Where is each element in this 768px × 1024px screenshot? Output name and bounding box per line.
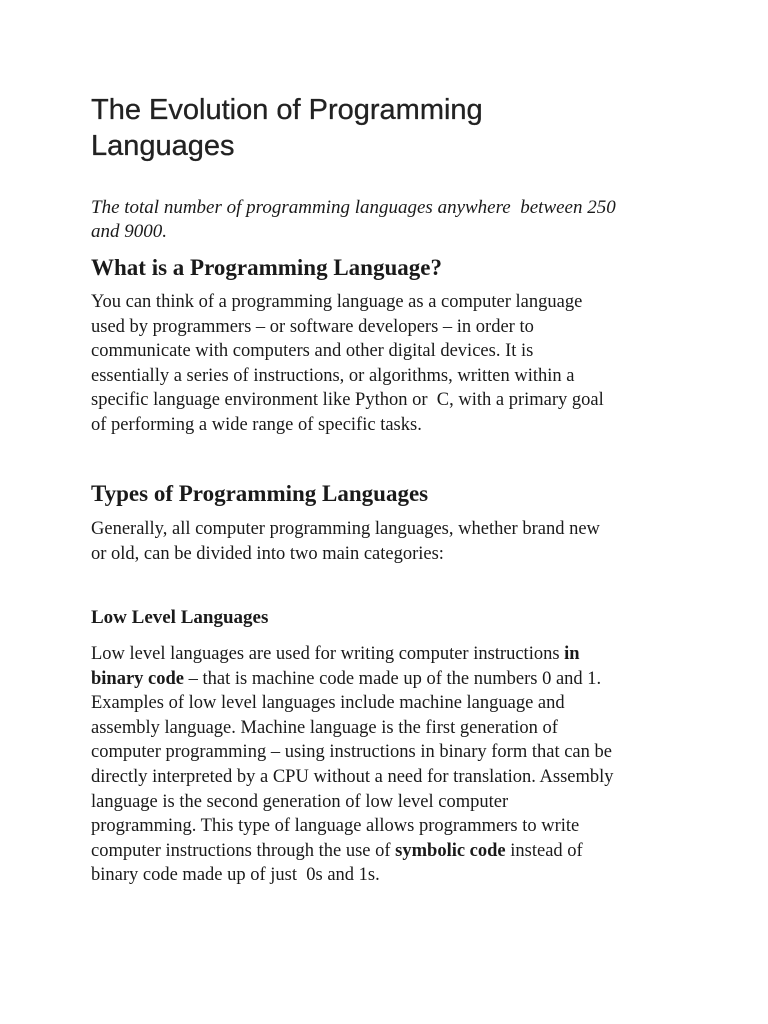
section-heading-low-level: Low Level Languages [91,607,269,628]
document-page [91,92,691,886]
paragraph-line: or old, can be divided into two main categories: [91,543,444,564]
document-subtitle [91,196,691,244]
text-run: – that is machine code made up of the numbers 0 and 1. [184,668,602,689]
paragraph-line [91,667,691,692]
text-run: instead of [505,840,583,861]
paragraph-line: Examples of low level languages include machine language and [91,693,565,714]
paragraph-line: programming. This type of language allows programmers to write [91,816,580,837]
paragraph-line: directly interpreted by a CPU without a need for translation. Assembly [91,766,614,787]
subtitle-line: and 9000. [91,221,167,242]
paragraph-line: essentially a series of instructions, or algorithms, written within a [91,365,575,386]
paragraph-line: computer programming – using instructions in binary form that can be [91,742,612,763]
title-line: The Evolution of Programming [91,94,483,126]
section-heading-types: Types of Programming Languages [91,481,429,506]
section-paragraph-what-is [91,290,691,438]
bold-run: binary code [91,668,185,689]
paragraph-line: communicate with computers and other digital devices. It is [91,341,534,362]
paragraph-line: binary code made up of just 0s and 1s. [91,865,380,886]
text-run: Low level languages are used for writing computer instructions [91,644,565,664]
text-run: computer instructions through the use of [91,840,396,861]
subtitle-line: The total number of programming languages anywhere between 250 [91,197,616,218]
section-heading-what-is: What is a Programming Language? [91,255,442,280]
paragraph-line: specific language environment like Python or C, with a primary goal [91,390,604,411]
paragraph-line [91,839,691,864]
paragraph-line: You can think of a programming language as a computer language [91,292,583,312]
bold-run: in [564,644,580,664]
paragraph-line: language is the second generation of low level computer [91,791,509,812]
paragraph-line: of performing a wide range of specific tasks. [91,414,422,435]
section-paragraph-types [91,517,691,566]
title-line: Languages [91,130,235,162]
paragraph-line: Generally, all computer programming languages, whether brand new [91,519,600,539]
paragraph-line [91,642,691,667]
bold-run: symbolic code [395,840,506,861]
paragraph-line: assembly language. Machine language is the first generation of [91,717,558,738]
section-paragraph-low-level [91,642,691,888]
document-title [91,92,561,164]
paragraph-line: used by programmers – or software developers – in order to [91,316,534,337]
